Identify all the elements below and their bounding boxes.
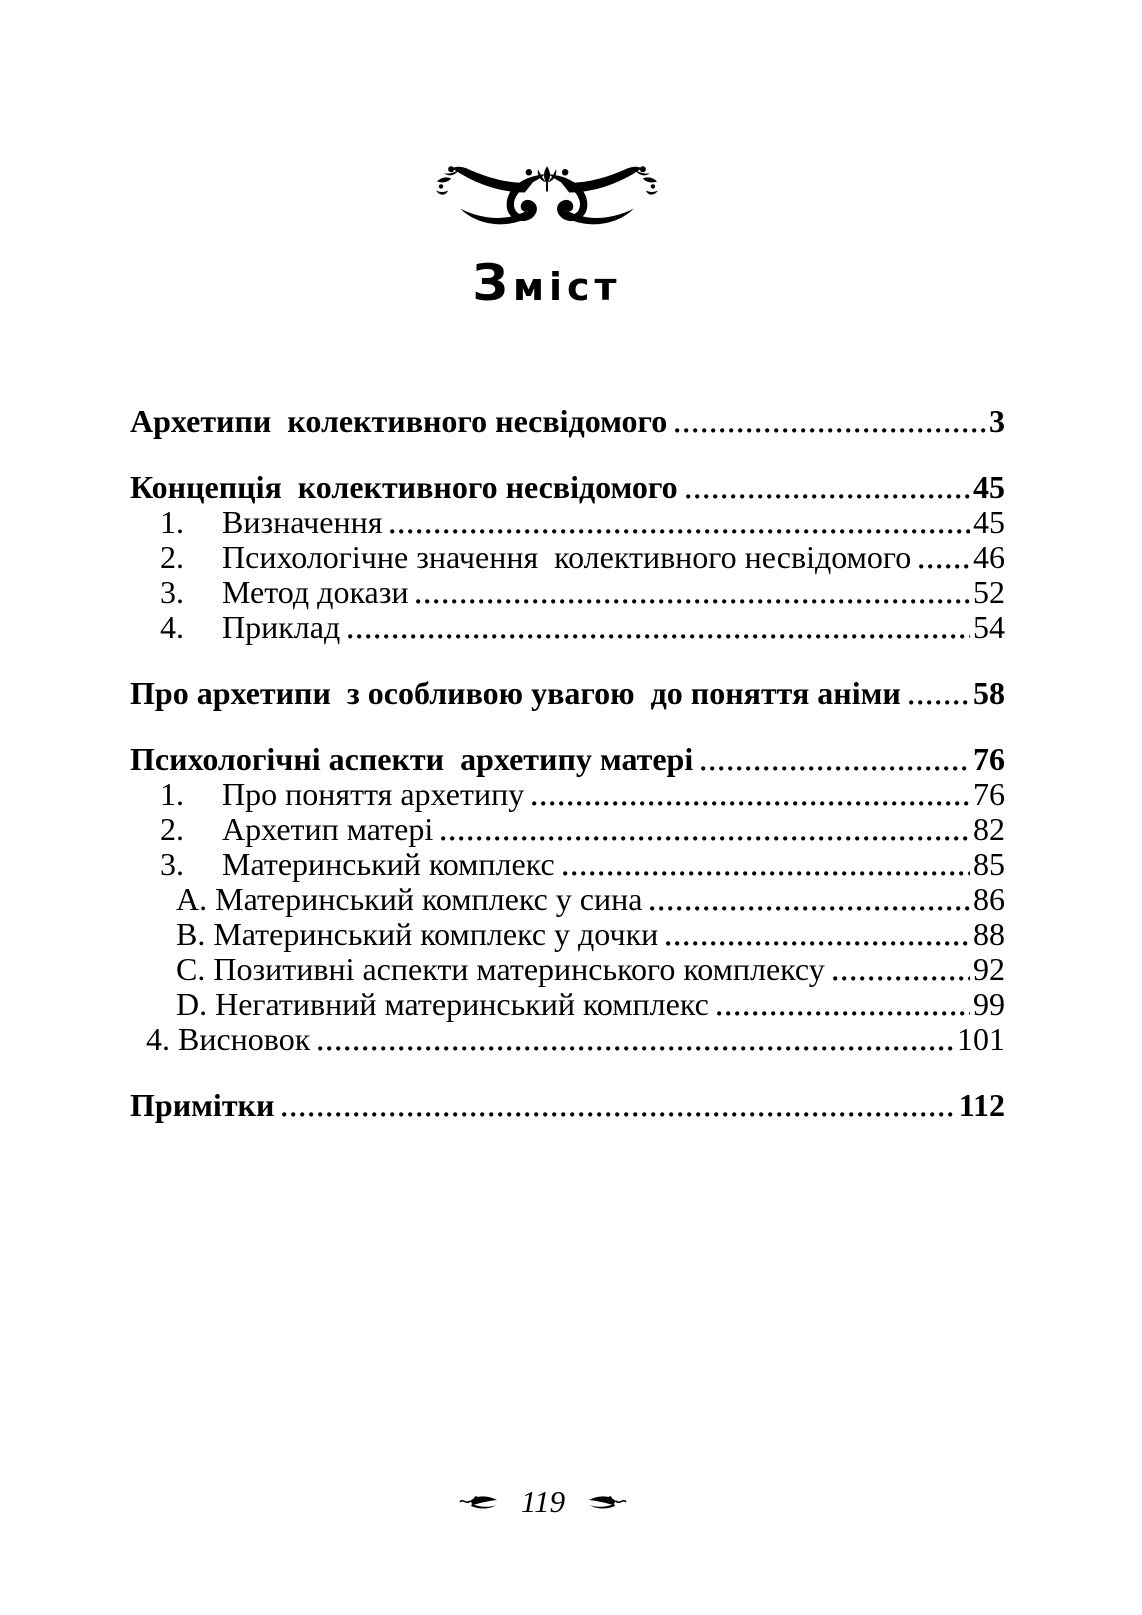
toc-entry-page: 86 [973,881,1005,917]
dots-leader [919,564,970,569]
toc-entry [130,575,1005,610]
toc-entry-label: Примітки [130,1087,275,1123]
toc-entry [130,676,1005,711]
dots-leader [666,941,970,946]
toc-entry-page: 45 [973,504,1005,540]
toc-entry-label: B. Материнський комплекс у дочки [176,916,659,952]
toc-entry-page: 54 [973,609,1005,645]
toc-entry-label: Архетип матері [222,811,434,847]
toc-entry-label: Про поняття архетипу [222,776,525,812]
toc-entry-number: 3. [160,846,184,882]
floral-flourish-ornament-icon [436,166,658,227]
dots-leader [318,1046,954,1051]
toc-entry-label: C. Позитивні аспекти материнського комплексу [176,951,825,987]
leaf-sprig-left-icon [459,1493,505,1511]
toc-entry-number: 2. [160,811,184,847]
dots-leader [441,836,970,841]
dots-leader [348,634,970,639]
dots-leader [416,599,970,604]
toc-entry-page: 52 [973,574,1005,610]
toc-entry-label: Про архетипи з особливою увагою до поняття аніми [130,675,901,711]
dots-leader [650,906,970,911]
toc-entry [130,404,1005,439]
dots-leader [675,428,986,433]
page-footer [0,1484,1114,1520]
toc-entry-page: 3 [989,403,1005,439]
page-title: Зміст [472,254,622,312]
dots-leader [717,1011,970,1016]
dots-leader [390,529,970,534]
toc-entry-page: 92 [973,951,1005,987]
toc-entry-label: Приклад [222,609,341,645]
toc-entry [130,1022,1005,1057]
toc-entry [130,777,1005,812]
toc-entry-label: D. Негативний материнський комплекс [176,986,709,1022]
toc-entry-page: 76 [973,776,1005,812]
toc-entry-label: Визначення [222,504,383,540]
toc-entry-number: 1. [160,504,184,540]
toc-entry-page: 88 [973,916,1005,952]
toc-entry-number: 3. [160,574,184,610]
toc-entry-page: 85 [973,846,1005,882]
toc-entry-page: 45 [973,469,1005,505]
toc-entry-label: Психологічні аспекти архетипу матері [130,741,694,777]
toc-entry-number: 1. [160,776,184,812]
toc-entry-page: 99 [973,986,1005,1022]
toc-entry [130,540,1005,575]
toc-entry [130,470,1005,505]
page-number: 119 [520,1484,566,1519]
page-header [0,166,1118,312]
toc-entry-page: 46 [973,539,1005,575]
toc-entry-page: 58 [973,675,1005,711]
toc-entry-label: Метод докази [222,574,409,610]
toc-entry [130,812,1005,847]
toc-entry-label: Материнський комплекс [222,846,555,882]
toc-entry [130,610,1005,645]
dots-leader [532,801,970,806]
table-of-contents [130,404,1005,1123]
dots-leader [909,700,970,705]
toc-entry-page: 76 [973,741,1005,777]
toc-entry-label: Психологічне значення колективного несвідомого [222,539,912,575]
toc-entry [130,952,1005,987]
dots-leader [833,976,970,981]
toc-entry-label: Архетипи колективного несвідомого [130,403,668,439]
dots-leader [563,871,970,876]
toc-entry [130,882,1005,917]
toc-entry-number: 4. [160,609,184,645]
toc-entry-page: 101 [957,1021,1005,1057]
toc-entry-page: 112 [958,1087,1005,1123]
dots-leader [701,766,970,771]
toc-entry [130,847,1005,882]
toc-entry [130,1088,1005,1123]
toc-entry [130,505,1005,540]
toc-entry [130,742,1005,777]
toc-entry-label: A. Материнський комплекс у сина [176,881,643,917]
toc-entry-label: 4. Висновок [146,1021,311,1057]
toc-entry-page: 82 [973,811,1005,847]
toc-entry [130,987,1005,1022]
leaf-sprig-right-icon [581,1493,627,1511]
toc-entry-number: 2. [160,539,184,575]
dots-leader [686,494,970,499]
toc-entry [130,917,1005,952]
toc-entry-label: Концепція колективного несвідомого [130,469,678,505]
dots-leader [282,1112,955,1117]
